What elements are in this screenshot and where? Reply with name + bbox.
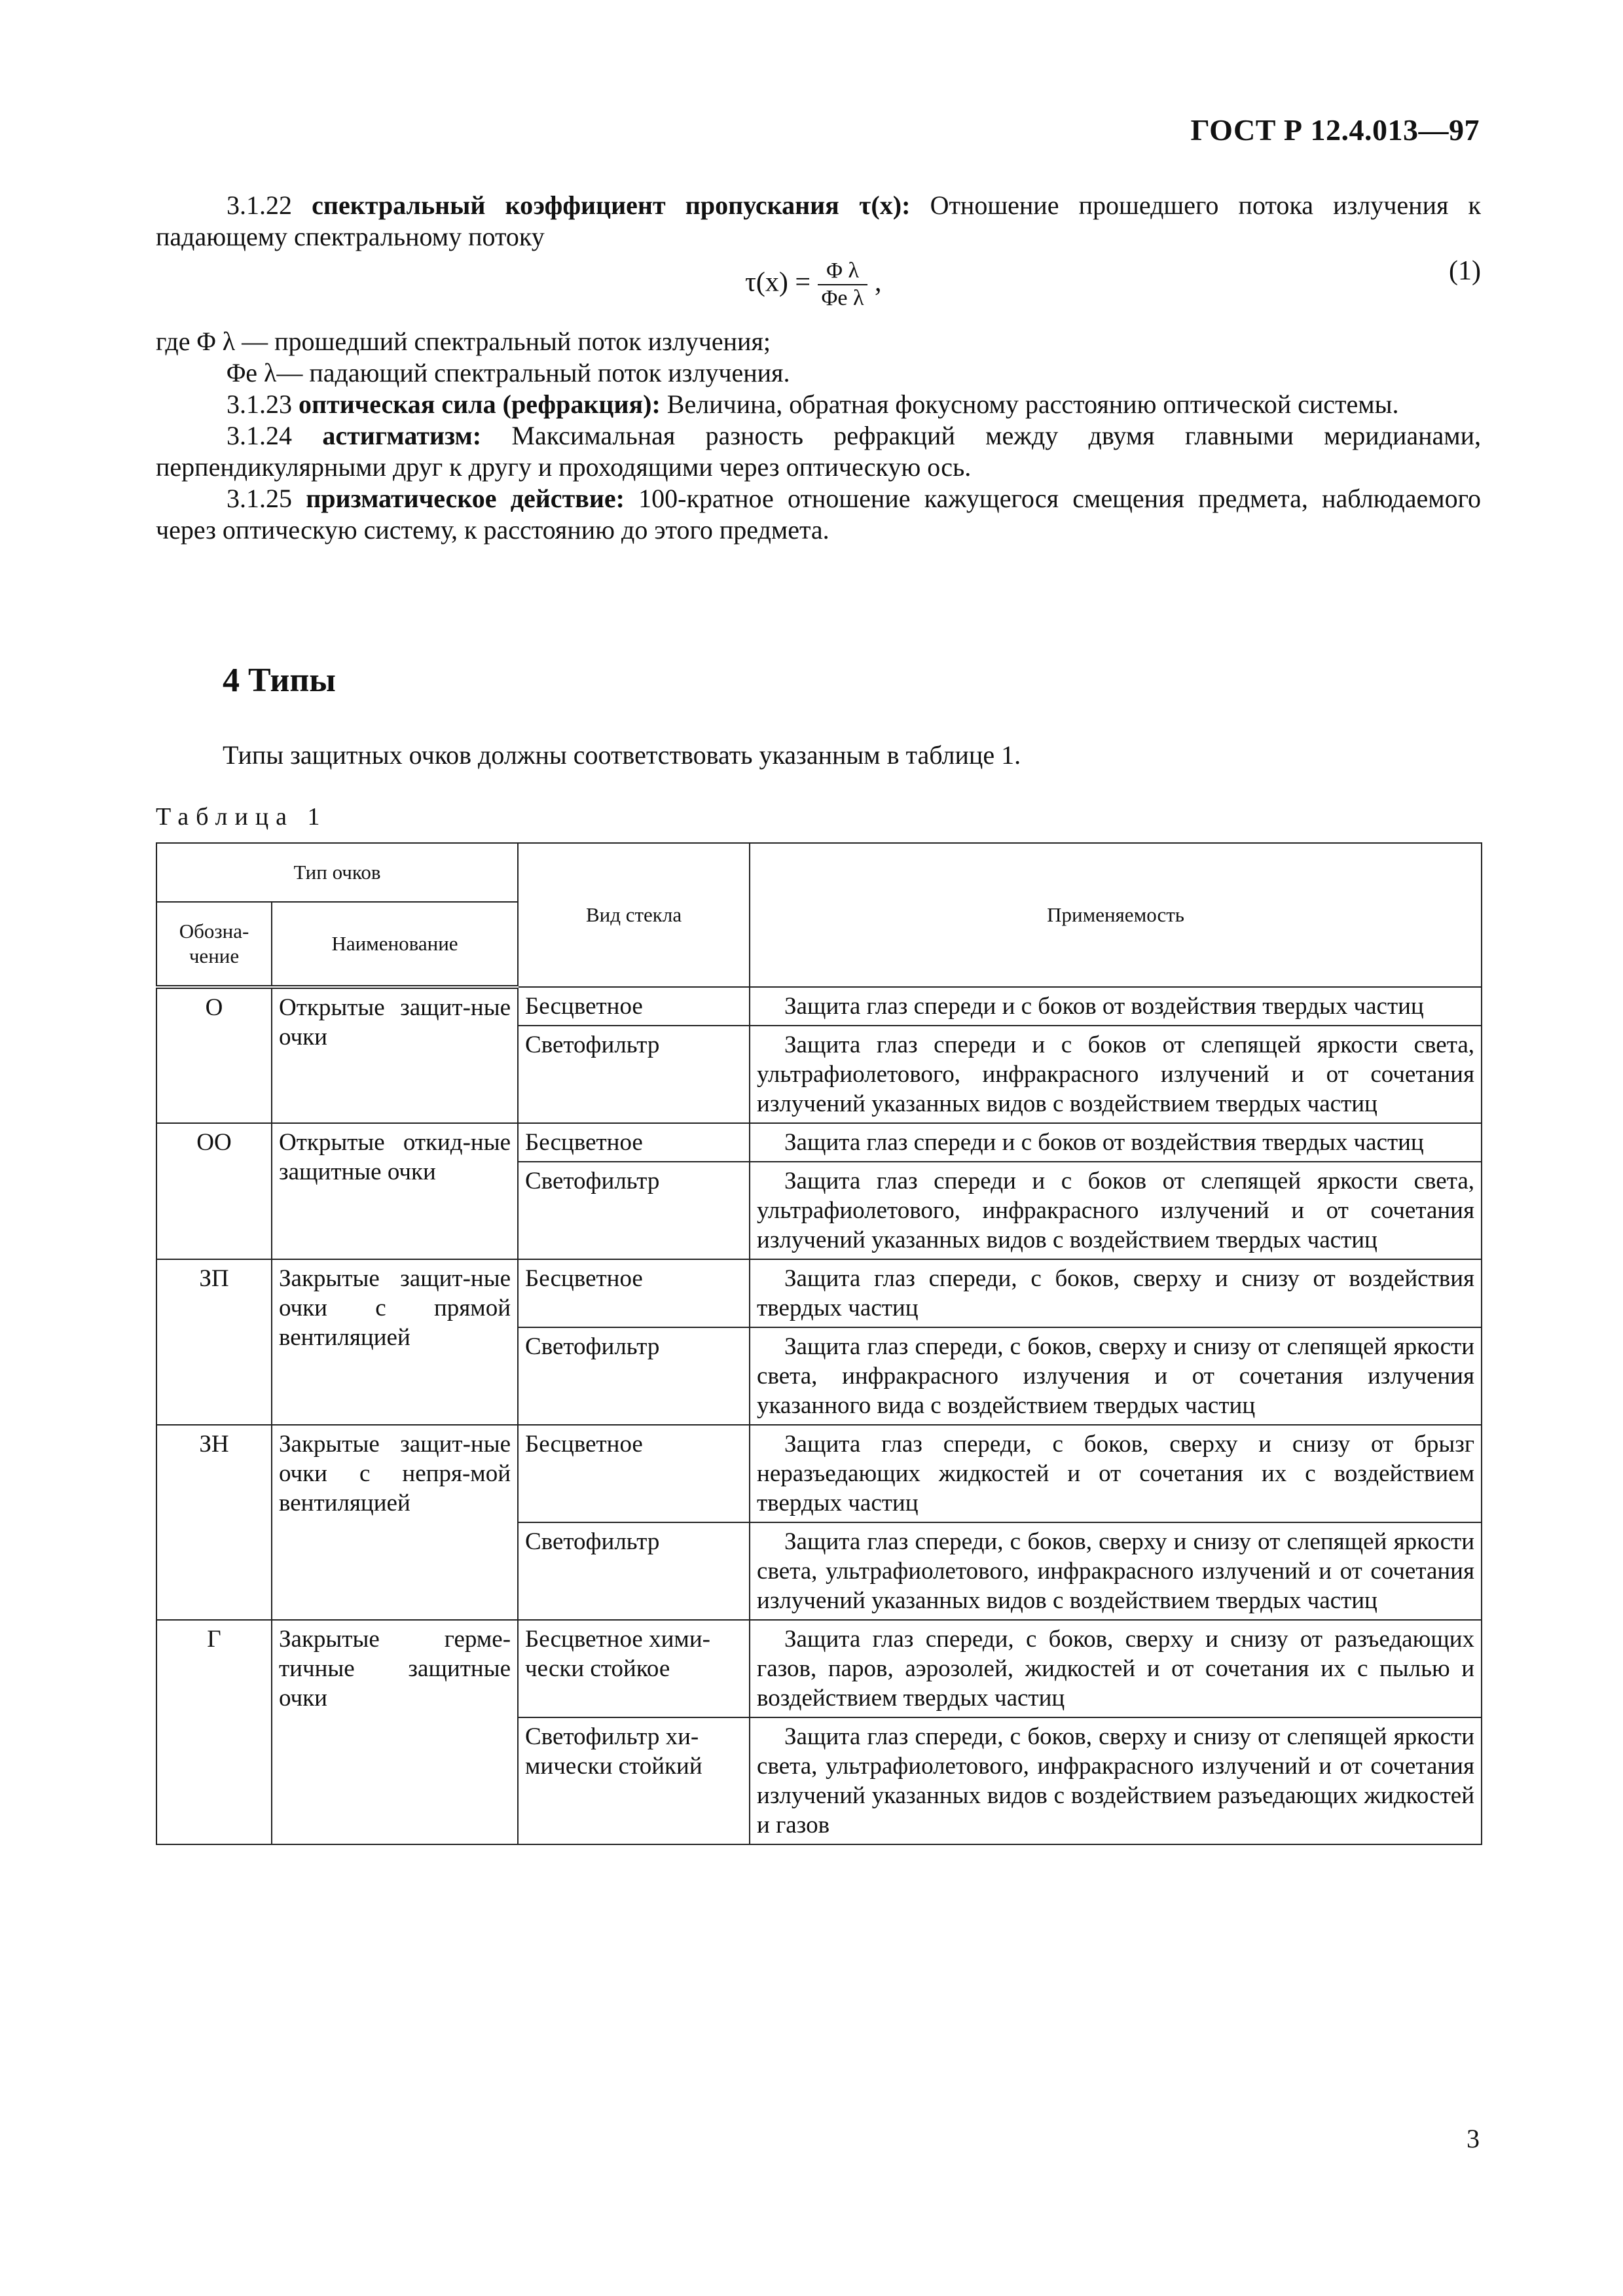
cell-use: Защита глаз спереди и с боков от воздействия твердых частиц [750, 987, 1482, 1026]
section-title: 4 Типы [223, 662, 336, 699]
cell-code: О [156, 987, 272, 1123]
formula-fraction [818, 258, 868, 312]
table-row [156, 1620, 1482, 1717]
cell-use: Защита глаз спереди, с боков, сверху и снизу от слепящей яркости света, ультрафиолетового, инфракрасного излучений и от сочетания излучений указанных видов с воздействием твердых частиц [750, 1522, 1482, 1620]
definition-text: 100-кратное отношение кажущегося смещения предмета, наблюдаемого через оптическую систему, к расстоянию до этого предмета. [156, 484, 1482, 545]
cell-code: ОО [156, 1123, 272, 1259]
cell-code: Г [156, 1620, 272, 1844]
table-caption: Таблица 1 [156, 803, 327, 831]
cell-glass: Светофильтр [518, 1522, 750, 1620]
table-body [156, 987, 1482, 1844]
cell-use: Защита глаз спереди, с боков, сверху и снизу от разъедающих газов, паров, аэрозолей, жидкостей и от сочетания их с пылью и воздействием твердых частиц [750, 1620, 1482, 1717]
cell-name: Открытые защит-ные очки [272, 987, 518, 1123]
table-row [156, 987, 1482, 1026]
cell-glass: Бесцветное [518, 987, 750, 1026]
cell-name: Открытые откид-ные защитные очки [272, 1123, 518, 1259]
cell-use: Защита глаз спереди, с боков, сверху и снизу от слепящей яркости света, инфракрасного излучения и от сочетания излучения указанного вида с воздействием твердых частиц [750, 1327, 1482, 1425]
cell-use: Защита глаз спереди, с боков, сверху и снизу от брызг неразъедающих жидкостей и от сочетания их с воздействием твердых частиц [750, 1425, 1482, 1522]
definition-number: 3.1.24 [227, 421, 292, 450]
where-line-2-wrap [156, 357, 1481, 389]
cell-code: ЗП [156, 1259, 272, 1425]
header-code: Обозна-чение [156, 902, 272, 987]
formula-lhs: τ(x) = [745, 267, 811, 298]
header-use: Применяемость [750, 843, 1482, 987]
cell-glass: Светофильтр [518, 1162, 750, 1259]
definition-term: призматическое действие: [306, 484, 625, 513]
where-line-2: Φe λ— падающий спектральный поток излучения. [227, 358, 790, 387]
cell-use: Защита глаз спереди и с боков от слепящей яркости света, ультрафиолетового, инфракрасного излучений и от сочетания излучений указанных видов с воздействием твердых частиц [750, 1026, 1482, 1123]
where-line-1: где Φ λ — прошедший спектральный поток излучения; [156, 327, 771, 356]
glasses-types-table [156, 842, 1482, 1845]
formula-tail: , [874, 267, 882, 298]
table-row [156, 1123, 1482, 1162]
cell-use: Защита глаз спереди, с боков, сверху и снизу от слепящей яркости света, ультрафиолетового, инфракрасного излучений и от сочетания излучений указанных видов с воздействием разъедающих жидкостей и газов [750, 1717, 1482, 1844]
cell-glass: Бесцветное [518, 1259, 750, 1327]
formula-expression [745, 258, 1072, 312]
table-row [156, 1259, 1482, 1327]
cell-glass: Бесцветное [518, 1425, 750, 1522]
cell-code: ЗН [156, 1425, 272, 1620]
section-intro: Типы защитных очков должны соответствовать указанным в таблице 1. [223, 740, 1021, 770]
page-number: 3 [1467, 2124, 1480, 2153]
definition-term: спектральный коэффициент пропускания [312, 190, 839, 220]
formula-denominator: Φe λ [821, 286, 864, 310]
definition-text: Отношение прошедшего потока излучения к падающему спектральному потоку [156, 190, 1481, 251]
cell-name: Закрытые защит-ные очки с прямой вентиляцией [272, 1259, 518, 1425]
cell-glass: Светофильтр [518, 1327, 750, 1425]
cell-glass: Светофильтр [518, 1026, 750, 1123]
definition-3-1-22 [156, 190, 1481, 253]
table-row [156, 1425, 1482, 1522]
cell-name: Закрытые герме-тичные защитные очки [272, 1620, 518, 1844]
definition-term: оптическая сила (рефракция): [299, 389, 661, 419]
cell-use: Защита глаз спереди и с боков от слепящей яркости света, ультрафиолетового, инфракрасного излучений и от сочетания излучений указанных видов с воздействием твердых частиц [750, 1162, 1482, 1259]
document-header: ГОСТ Р 12.4.013—97 [1190, 113, 1480, 147]
definition-term: астигматизм: [322, 421, 482, 450]
equation-number: (1) [1449, 256, 1481, 286]
header-name: Наименование [272, 902, 518, 987]
formula-1 [156, 253, 1481, 326]
cell-glass: Светофильтр хи-мически стойкий [518, 1717, 750, 1844]
definition-text: Величина, обратная фокусному расстоянию оптической системы. [666, 389, 1399, 419]
definition-number: 3.1.25 [227, 484, 292, 513]
definition-text: Максимальная разность рефракций между двумя главными меридианами, перпендикулярными друг к другу и проходящими через оптическую ось. [156, 421, 1482, 482]
definition-3-1-24 [156, 420, 1481, 483]
formula-numerator: Φ λ [818, 258, 868, 285]
cell-use: Защита глаз спереди и с боков от воздействия твердых частиц [750, 1123, 1482, 1162]
cell-name: Закрытые защит-ные очки с непря-мой вентиляцией [272, 1425, 518, 1620]
header-glass: Вид стекла [518, 843, 750, 987]
header-type: Тип очков [156, 843, 518, 902]
definition-number: 3.1.23 [227, 389, 292, 419]
definition-3-1-25 [156, 483, 1481, 546]
definition-symbol: τ(x): [858, 190, 911, 220]
definition-3-1-23 [156, 389, 1481, 420]
cell-use: Защита глаз спереди, с боков, сверху и снизу от воздействия твердых частиц [750, 1259, 1482, 1327]
cell-glass: Бесцветное хими-чески стойкое [518, 1620, 750, 1717]
cell-glass: Бесцветное [518, 1123, 750, 1162]
definitions-block [156, 190, 1481, 546]
definition-number: 3.1.22 [227, 190, 292, 220]
